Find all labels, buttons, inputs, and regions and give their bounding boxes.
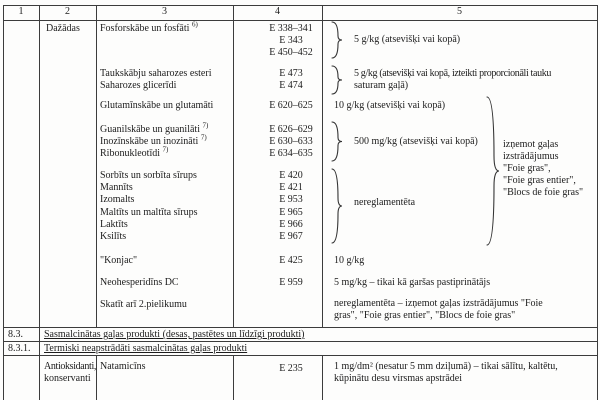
substance-name: Saharozes glicerīdi (100, 80, 177, 91)
substance-name: Fosforskābe un fosfāti $^{6)}$ (100, 20, 198, 34)
section-title: Sasmalcinātas gaļas produkti (desas, pastētes un līdzīgi produkti) (44, 329, 305, 340)
table-border (3, 327, 597, 328)
section-number: 8.3. (8, 329, 23, 340)
table-border (3, 20, 597, 21)
limit-value: 5 g/kg (atsevišķi vai kopā, izteikti proporcionāli tauku (354, 68, 552, 79)
substance-name: Sorbīts un sorbīta sīrups (100, 170, 197, 181)
header-col-1: 1 (18, 6, 24, 17)
limit-value: 10 g/kg (atsevišķi vai kopā) (334, 100, 446, 111)
table-border (322, 355, 323, 400)
e-number: E 235 (279, 363, 303, 374)
limit-value: 5 mg/kg – tikai kā garšas pastiprinātājs (334, 277, 491, 288)
e-number: E 343 (279, 35, 303, 46)
group-brace (331, 21, 343, 59)
category-cell: Antioksidanti, (44, 361, 97, 372)
table-border (233, 355, 234, 400)
limit-value: saturam gaļā) (354, 80, 409, 91)
table-border (3, 355, 597, 356)
section-title: Termiski neapstrādāti sasmalcinātas gaļas produkti (44, 343, 248, 354)
substance-name: Mannīts (100, 182, 133, 193)
substance-name: Maltīts un maltīta sīrups (100, 207, 198, 218)
footnote-ref: 7) (162, 145, 169, 154)
table-border (39, 5, 40, 400)
header-col-2: 2 (65, 6, 70, 17)
exception-note-line: "Foie gras", (503, 163, 551, 174)
exception-note-line: izņemot gaļas (503, 139, 559, 150)
e-number: E 421 (279, 182, 303, 193)
header-col-5: 5 (457, 6, 462, 17)
substance-name: "Konjac" (100, 255, 138, 266)
limit-value: kūpinātu desu virsmas apstrādei (334, 373, 463, 384)
e-number: E 620–625 (269, 100, 313, 111)
limit-value: 1 mg/dm² (nesatur 5 mm dziļumā) – tikai sālītu, kaltētu, (334, 361, 558, 372)
e-number: E 473 (279, 68, 303, 79)
category-cell: konservanti (44, 373, 91, 384)
table-border (3, 5, 4, 400)
table-border (3, 341, 597, 342)
e-number: E 626–629 (269, 124, 313, 135)
table-border (597, 5, 598, 400)
category-cell: Dažādas (46, 23, 80, 34)
e-number: E 338–341 (269, 23, 313, 34)
limit-value: gras", "Foie gras entier", "Blocs de foie gras" (334, 310, 516, 321)
group-brace (331, 65, 343, 95)
exception-note-line: "Foie gras entier", (503, 175, 576, 186)
table-border (96, 5, 97, 327)
substance-name: Skatīt arī 2.pielikumu (100, 299, 187, 310)
footnote-ref: 6) (191, 20, 198, 29)
footnote-ref: 7) (202, 121, 209, 130)
e-number: E 450–452 (269, 47, 313, 58)
group-brace (331, 121, 343, 162)
e-number: E 959 (279, 277, 303, 288)
table-border (233, 5, 234, 327)
e-number: E 630–633 (269, 136, 313, 147)
limit-value: nereglamentēta (354, 197, 416, 208)
exception-note-line: izstrādājumus (503, 151, 559, 162)
section-number: 8.3.1. (8, 343, 31, 354)
e-number: E 966 (279, 219, 303, 230)
substance-name: Guanilskābe un guanilāti $^{7)}$ (100, 121, 209, 135)
table-border (96, 355, 97, 400)
limit-value: 500 mg/kg (atsevišķi vai kopā) (354, 136, 478, 147)
substance-name: Glutamīnskābe un glutamāti (100, 100, 214, 111)
limit-value: 5 g/kg (atsevišķi vai kopā) (354, 34, 461, 45)
e-number: E 420 (279, 170, 303, 181)
substance-name: Neohesperidīns DC (100, 277, 179, 288)
e-number: E 425 (279, 255, 303, 266)
exception-brace (486, 96, 500, 246)
e-number: E 965 (279, 207, 303, 218)
header-col-4: 4 (275, 6, 280, 17)
exception-note-line: "Blocs de foie gras" (503, 187, 584, 198)
e-number: E 474 (279, 80, 303, 91)
substance-name: Taukskābju saharozes esteri (100, 68, 212, 79)
header-col-3: 3 (162, 6, 167, 17)
substance-name: Laktīts (100, 219, 128, 230)
substance-name: Natamicīns (100, 361, 146, 372)
substance-name: Izomalts (100, 194, 135, 205)
limit-value: nereglamentēta – izņemot gaļas izstrādājumus "Foie (334, 298, 543, 309)
substance-name: Ksilīts (100, 231, 127, 242)
substance-name: Ribonukleotīdi $^{7)}$ (100, 145, 169, 159)
footnote-ref: 7) (200, 133, 207, 142)
e-number: E 953 (279, 194, 303, 205)
e-number: E 634–635 (269, 148, 313, 159)
e-number: E 967 (279, 231, 303, 242)
substance-name: Inozīnskābe un inozināti $^{7)}$ (100, 133, 207, 147)
limit-value: 10 g/kg (334, 255, 365, 266)
group-brace (331, 168, 343, 244)
